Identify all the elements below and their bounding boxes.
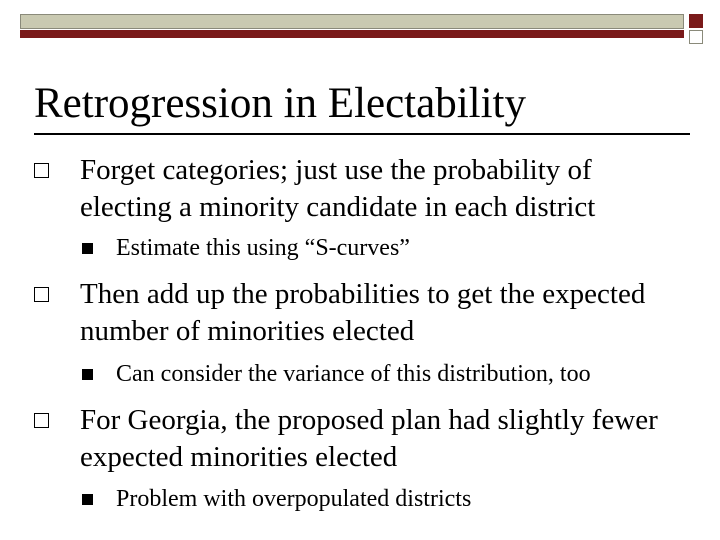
- solid-square-bullet-icon: [82, 494, 93, 505]
- sub-bullet-item-2: Can consider the variance of this distribution, too: [116, 361, 591, 387]
- slide-title: Retrogression in Electability: [34, 80, 527, 127]
- corner-square-filled-icon: [689, 14, 703, 28]
- sub-bullet-item-3: Problem with overpopulated districts: [116, 486, 472, 512]
- hollow-square-bullet-icon: [34, 413, 49, 428]
- bullet-item-1: Forget categories; just use the probability of electing a minority candidate in each district: [80, 154, 596, 223]
- bullet-item-2: Then add up the probabilities to get the expected number of minorities elected: [80, 278, 646, 347]
- corner-square-outline-icon: [689, 30, 703, 44]
- header-band: [20, 14, 684, 29]
- hollow-square-bullet-icon: [34, 287, 49, 302]
- sub-bullet-item-1: Estimate this using “S-curves”: [116, 235, 410, 261]
- solid-square-bullet-icon: [82, 369, 93, 380]
- bullet-item-3: For Georgia, the proposed plan had slightly fewer expected minorities elected: [80, 404, 658, 473]
- hollow-square-bullet-icon: [34, 163, 49, 178]
- solid-square-bullet-icon: [82, 243, 93, 254]
- title-underline: [34, 133, 690, 135]
- header-accent-line: [20, 30, 684, 38]
